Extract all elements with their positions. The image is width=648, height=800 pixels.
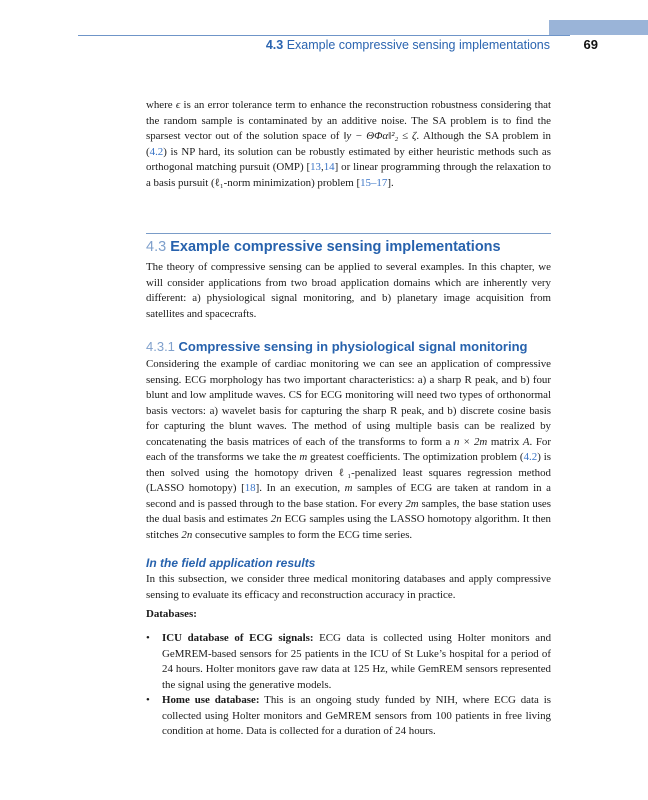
bullet-icon: • <box>146 694 150 706</box>
text-run: Considering the example of cardiac monitoring we can see an application of compressive sensing. ECG morphology has two important characteristics: a) a sharp R peak, and b) four blunt and low amplitude waves. CS for ECG monitoring will need two types of orthonormal basis vectors: a) wavelet basis for capturing the sharp R peak, and b) discrete cosine basis for capturing the blunt waves. The method of using multiple basis can be realized by concatenating the basis matrices of each of the transforms to form a <box>146 358 551 448</box>
text-run: samples, the base station uses the dual basis and estimates <box>146 497 552 525</box>
section-heading <box>146 239 566 255</box>
item-label: Home use database: <box>162 694 260 706</box>
page-number: 69 <box>583 37 598 52</box>
text-run: is an error tolerance term to enhance the reconstruction robustness considering that the random sample is contaminated by an additive noise. The SA problem is to find the sparsest vector out of the solution space of <box>146 99 552 142</box>
text-run: . For each of the transforms we take the <box>146 435 551 463</box>
bullet-icon: • <box>146 632 150 644</box>
equation-ref-link[interactable]: 4.2 <box>523 451 538 463</box>
running-head-title: Example compressive sensing implementations <box>286 38 550 52</box>
text-run: greatest coefficients. The optimization problem ( <box>307 451 524 463</box>
list-item <box>146 693 551 740</box>
section-intro-paragraph: The theory of compressive sensing can be applied to several examples. In this chapter, we will consider applications from two broad application domains which are inherently very different: a) physiological signal monitoring, and b) planetary image acquisition from satellites and spacecrafts. <box>146 261 551 320</box>
section-title: Example compressive sensing implementations <box>170 239 501 255</box>
text-run: samples of ECG are taken at random in a second and is passed through to the base station. For every <box>146 482 551 510</box>
header-rule <box>78 35 570 36</box>
subsection-heading <box>146 339 566 354</box>
math-variable: 2m <box>405 497 419 510</box>
text-run: ] or linear programming through the relaxation to a basis pursuit (ℓ₁-norm minimization) problem [ <box>146 161 551 189</box>
citation-link[interactable]: 18 <box>244 482 256 494</box>
section-rule <box>146 233 551 234</box>
list-item <box>146 631 551 693</box>
equation-ref-link[interactable]: 4.2 <box>149 145 164 158</box>
field-results-paragraph: In this subsection, we consider three medical monitoring databases and apply compressive sensing to evaluate its efficacy and reconstruction accuracy in practice. <box>146 573 551 601</box>
section-number: 4.3 <box>146 239 167 255</box>
math-epsilon: ϵ <box>175 99 181 111</box>
running-head <box>200 38 550 52</box>
ecg-paragraph <box>146 357 551 543</box>
text-run: . Although the SA problem in ( <box>146 130 551 158</box>
running-head-section-number: 4.3 <box>265 38 284 52</box>
subsection-title: Compressive sensing in physiological signal monitoring <box>178 339 528 354</box>
math-variable: m <box>299 451 308 463</box>
text-run: ) is NP hard, its solution can be robustly estimated by either heuristic methods such as orthogonal matching pursuit (OMP) [ <box>146 145 551 173</box>
math-variable: 2n <box>270 513 282 525</box>
text-run: , <box>321 161 324 173</box>
citation-link[interactable]: 14 <box>323 161 335 173</box>
item-label: ICU database of ECG signals: <box>162 632 314 644</box>
math-constraint: ‖y − ΘΦα‖²₂ ≤ ζ <box>343 130 417 142</box>
text-run: consecutive samples to form the ECG time series. <box>192 528 413 541</box>
math-variable: m <box>344 482 353 494</box>
databases-heading: Databases: <box>146 608 197 620</box>
text-run: ]. <box>387 176 394 189</box>
math-matrix: A <box>522 435 530 448</box>
intro-paragraph <box>146 98 551 191</box>
subsubsection-heading: In the field application results <box>146 556 316 570</box>
text-run: matrix <box>487 435 523 448</box>
text-run: ) is then solved using the homotopy driven ℓ₁-penalized least squares regression method (LASSO homotopy) [ <box>146 451 551 494</box>
subsection-number: 4.3.1 <box>146 339 175 354</box>
math-dimensions: n × 2m <box>453 435 488 448</box>
citation-link[interactable]: 15–17 <box>360 176 388 189</box>
databases-list <box>146 631 551 740</box>
citation-link[interactable]: 13 <box>310 161 321 173</box>
page-corner-tab <box>549 20 648 35</box>
text-run: ECG samples using the LASSO homotopy algorithm. It then stitches <box>146 513 552 541</box>
item-text: ECG data is collected using Holter monitors and GeMREM-based sensors for 25 patients in the ICU of St Luke’s hospital for a period of 24 hours. Holter monitors gave raw data at 125 Hz, while GemREM sensors represented the signal using the generative models. <box>162 632 552 691</box>
text-run: where <box>146 99 176 111</box>
text-run: ]. In an execution, <box>255 482 345 494</box>
item-text: This is an ongoing study funded by NIH, where ECG data is collected using Holter monitors and GeMREM sensors from 100 patients in free living condition at home. Data is collected for a duration of 24 hours. <box>162 694 551 737</box>
math-variable: 2n <box>181 528 193 541</box>
